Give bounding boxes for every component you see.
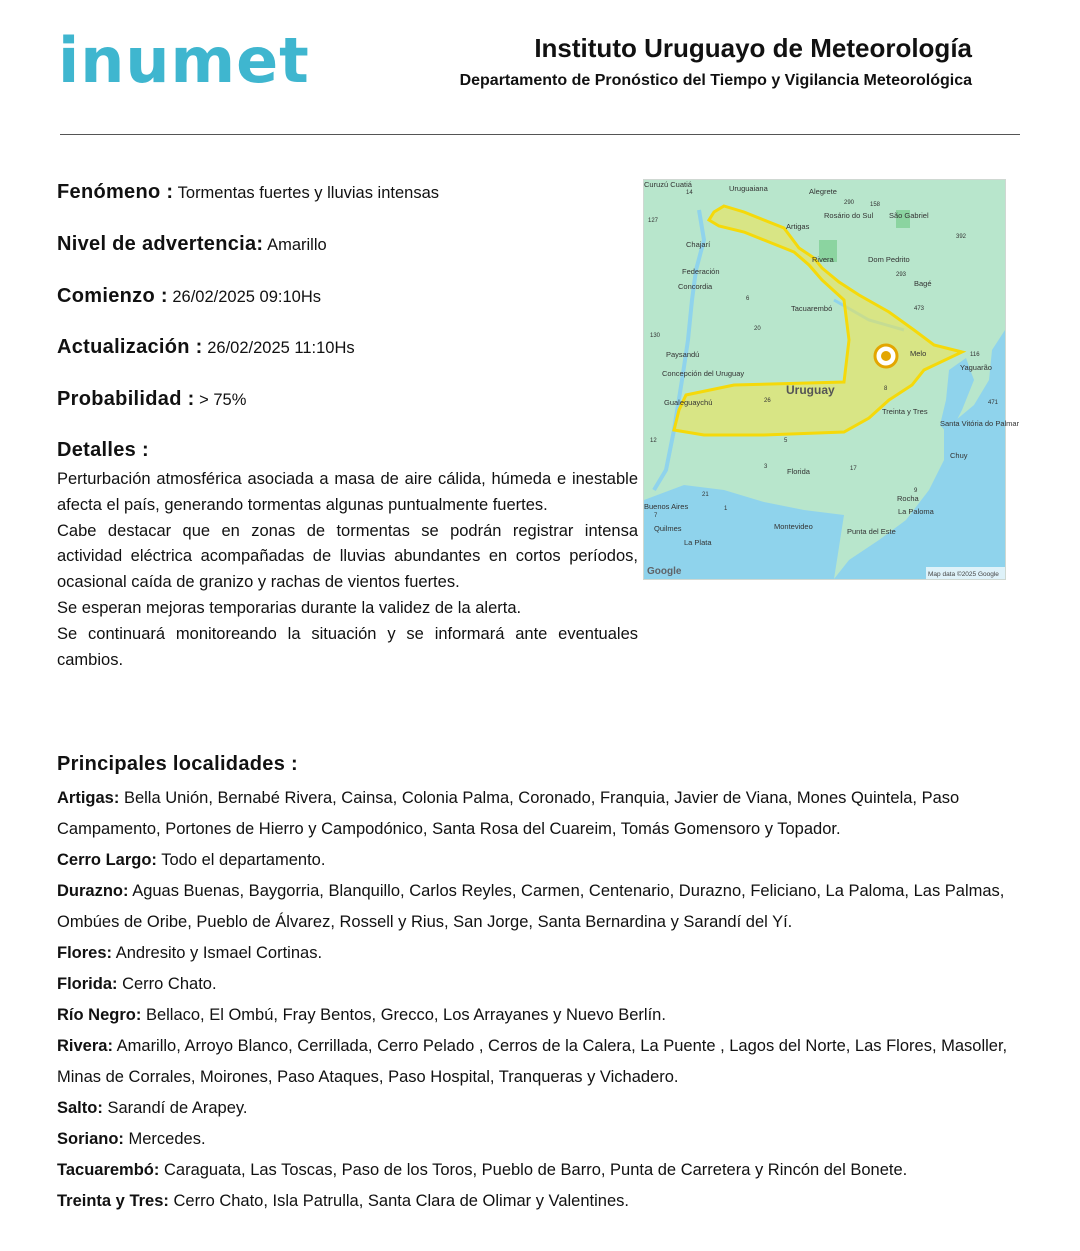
route-label: 8 — [884, 386, 888, 392]
field-label: Fenómeno : — [57, 181, 174, 203]
route-label: 130 — [650, 333, 661, 339]
city-label: Buenos Aires — [644, 502, 689, 511]
department-name: Cerro Largo: — [57, 851, 157, 869]
route-label: 17 — [850, 466, 857, 472]
city-label: São Gabriel — [889, 211, 929, 220]
details-paragraph: Se continuará monitoreando la situación y se informará ante eventuales cambios. — [57, 624, 638, 669]
list-item — [57, 783, 1027, 845]
city-label: Chuy — [950, 451, 968, 460]
route-label: 116 — [970, 352, 980, 358]
list-item — [57, 845, 1027, 876]
field-value: Amarillo — [267, 236, 327, 254]
route-label: 290 — [844, 200, 855, 206]
route-label: 1 — [724, 506, 728, 512]
list-item — [57, 876, 1027, 938]
route-label: 473 — [914, 306, 925, 312]
field-value: Tormentas fuertes y lluvias intensas — [177, 184, 440, 202]
country-label: Uruguay — [786, 383, 835, 397]
city-label: Treinta y Tres — [882, 407, 928, 416]
map-svg — [644, 180, 1020, 579]
city-label: Federación — [682, 267, 720, 276]
department-name: Rivera: — [57, 1037, 113, 1055]
field-value: > 75% — [199, 391, 247, 409]
city-label: Uruguaiana — [729, 184, 768, 193]
city-label: La Paloma — [898, 507, 934, 516]
city-label: Paysandú — [666, 350, 700, 359]
header-divider — [60, 134, 1020, 135]
department-name: Durazno: — [57, 882, 129, 900]
route-label: 6 — [746, 296, 750, 302]
department-places: Todo el departamento. — [161, 851, 326, 869]
department-places: Caraguata, Las Toscas, Paso de los Toros, Pueblo de Barro, Punta de Carretera y Rincón del Bonete. — [163, 1161, 908, 1179]
department-name: Florida: — [57, 975, 118, 993]
field-label: Actualización : — [57, 336, 203, 358]
field-comienzo — [57, 285, 321, 308]
department-name: Flores: — [57, 944, 113, 962]
department-places: Andresito y Ismael Cortinas. — [115, 944, 323, 962]
list-item — [57, 1124, 1027, 1155]
storm-icon-core — [881, 351, 891, 361]
route-label: 26 — [764, 398, 771, 404]
city-label: La Plata — [684, 538, 712, 547]
route-label: 21 — [702, 492, 709, 498]
department-subtitle: Departamento de Pronóstico del Tiempo y Vigilancia Meteorológica — [459, 72, 972, 89]
details-body — [57, 467, 638, 673]
details-paragraph: Se esperan mejoras temporarias durante la validez de la alerta. — [57, 598, 522, 617]
city-label: Melo — [910, 349, 927, 358]
alert-map — [643, 179, 1020, 580]
city-label: Tacuarembó — [791, 304, 833, 313]
route-label: 471 — [988, 400, 999, 406]
list-item — [57, 1093, 1027, 1124]
route-label: 9 — [914, 488, 918, 494]
department-places: Bellaco, El Ombú, Fray Bentos, Grecco, Los Arrayanes y Nuevo Berlín. — [145, 1006, 666, 1024]
city-label: Artigas — [786, 222, 810, 231]
city-label: Rivera — [812, 255, 834, 264]
route-label: 5 — [784, 438, 788, 444]
route-label: 20 — [754, 326, 761, 332]
city-label: Yaguarão — [960, 363, 992, 372]
city-label: Dom Pedrito — [868, 255, 910, 264]
route-label: 293 — [896, 272, 907, 278]
list-item — [57, 969, 1027, 1000]
localities-title: Principales localidades : — [57, 753, 298, 775]
city-label: Florida — [787, 467, 810, 476]
department-places: Amarillo, Arroyo Blanco, Cerrillada, Cerro Pelado , Cerros de la Calera, La Puente , Lagos del Norte, Las Flores, Masoller, Minas de Corrales, Moirones, Paso Ataques, Paso Hospital, Tranqueras y Vichadero. — [57, 1037, 1008, 1086]
city-label: Montevideo — [774, 522, 813, 531]
route-label: 7 — [654, 513, 658, 519]
department-name: Treinta y Tres: — [57, 1192, 169, 1210]
department-name: Artigas: — [57, 789, 120, 807]
list-item — [57, 1155, 1027, 1186]
details-title: Detalles : — [57, 439, 149, 461]
department-places: Bella Unión, Bernabé Rivera, Cainsa, Colonia Palma, Coronado, Franquia, Javier de Viana, Mones Quintela, Paso Campamento, Portones de Hierro y Campodónico, Santa Rosa del Cuareim, Tomás Gomensoro y Topador. — [57, 789, 960, 838]
field-actualizacion — [57, 336, 355, 359]
route-label: 158 — [870, 202, 881, 208]
field-label: Nivel de advertencia: — [57, 233, 264, 255]
route-label: 127 — [648, 218, 659, 224]
city-label: Rocha — [897, 494, 919, 503]
field-probabilidad — [57, 388, 246, 411]
list-item — [57, 1031, 1027, 1093]
city-label: Punta del Este — [847, 527, 896, 536]
google-logo: Google — [647, 566, 682, 577]
route-label: 12 — [650, 438, 657, 444]
city-label: Gualeguaychú — [664, 398, 713, 407]
list-item — [57, 1186, 1027, 1217]
city-label: Concepción del Uruguay — [662, 369, 745, 378]
field-value: 26/02/2025 11:10Hs — [207, 339, 355, 357]
department-places: Mercedes. — [128, 1130, 206, 1148]
route-label: 392 — [956, 234, 967, 240]
city-label: Bagé — [914, 279, 932, 288]
city-label: Quilmes — [654, 524, 682, 533]
city-label: Curuzú Cuatiá — [644, 180, 692, 189]
city-label: Santa Vitória do Palmar — [940, 419, 1020, 428]
localities-list — [57, 783, 1027, 1217]
department-places: Cerro Chato. — [122, 975, 217, 993]
inumet-logo: inumet — [58, 24, 310, 97]
department-places: Sarandí de Arapey. — [107, 1099, 248, 1117]
department-name: Tacuarembó: — [57, 1161, 160, 1179]
city-label: Alegrete — [809, 187, 837, 196]
list-item — [57, 938, 1027, 969]
city-label: Concordia — [678, 282, 713, 291]
city-label: Rosário do Sul — [824, 211, 874, 220]
field-nivel — [57, 233, 327, 256]
field-label: Comienzo : — [57, 285, 168, 307]
route-label: 14 — [686, 190, 693, 196]
department-name: Río Negro: — [57, 1006, 142, 1024]
city-label: Chajarí — [686, 240, 711, 249]
map-attribution: Map data ©2025 Google — [928, 571, 999, 578]
department-places: Cerro Chato, Isla Patrulla, Santa Clara de Olimar y Valentines. — [173, 1192, 629, 1210]
department-places: Aguas Buenas, Baygorria, Blanquillo, Carlos Reyles, Carmen, Centenario, Durazno, Feliciano, La Paloma, Las Palmas, Ombúes de Oribe, Pueblo de Álvarez, Rossell y Rius, San Jorge, Santa Bernardina y Sarandí del Yí. — [57, 882, 1005, 931]
list-item — [57, 1000, 1027, 1031]
details-paragraph: Cabe destacar que en zonas de tormentas se podrán registrar intensa actividad eléctrica acompañadas de lluvias abundantes en cortos períodos, ocasional caída de granizo y rachas de vientos fuertes. — [57, 521, 638, 592]
field-fenomeno — [57, 181, 439, 204]
department-name: Salto: — [57, 1099, 103, 1117]
field-label: Probabilidad : — [57, 388, 195, 410]
field-value: 26/02/2025 09:10Hs — [172, 288, 321, 306]
route-label: 3 — [764, 464, 768, 470]
details-paragraph: Perturbación atmosférica asociada a masa de aire cálida, húmeda e inestable afecta el país, generando tormentas algunas puntualmente fuertes. — [57, 470, 638, 514]
department-name: Soriano: — [57, 1130, 124, 1148]
institute-title: Instituto Uruguayo de Meteorología — [534, 33, 972, 63]
